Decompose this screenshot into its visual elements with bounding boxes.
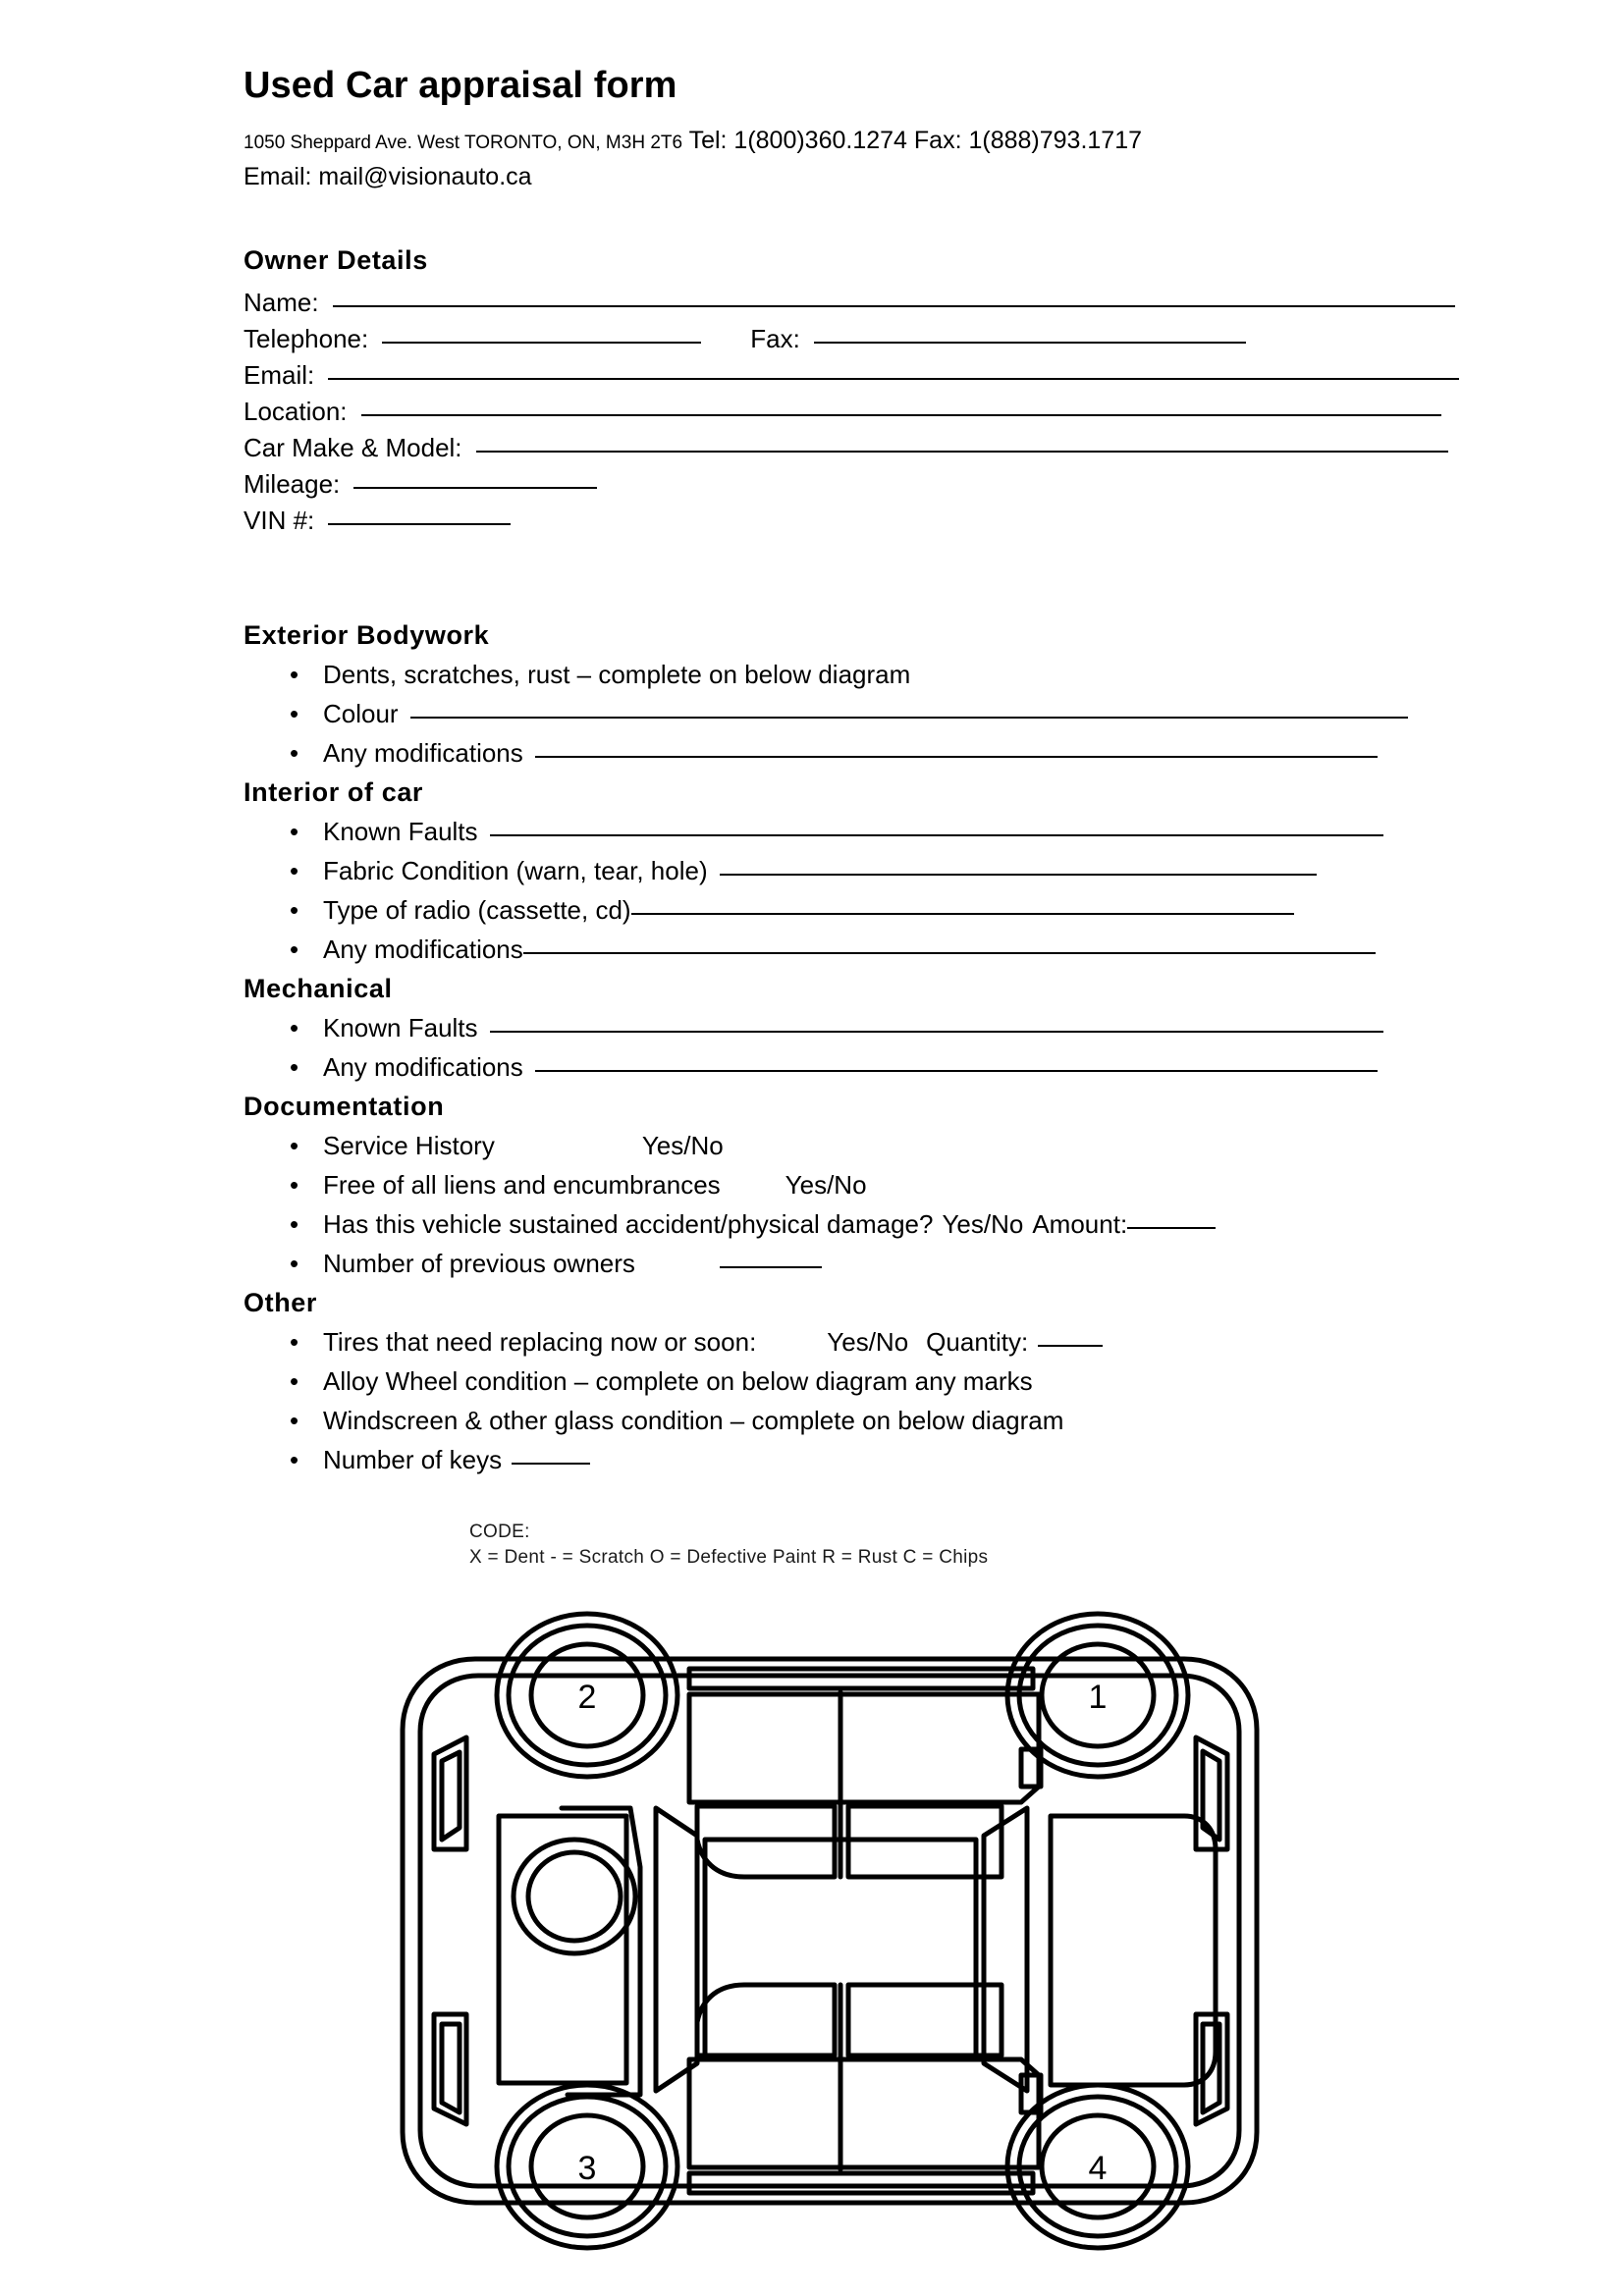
bullet-doc-service-history xyxy=(290,1131,724,1161)
label-fax: Fax: xyxy=(750,324,800,353)
bullet-interior-modifications xyxy=(290,934,1376,965)
bullet-label: Any modifications xyxy=(323,1052,523,1082)
bullet-icon: • xyxy=(290,1406,299,1435)
bullet-interior-radio-type xyxy=(290,895,1294,926)
input-line-exterior-modifications[interactable] xyxy=(535,756,1378,758)
bullet-icon: • xyxy=(290,895,299,925)
company-email: Email: mail@visionauto.ca xyxy=(244,163,532,190)
bullet-icon: • xyxy=(290,817,299,846)
input-line-number-of-keys[interactable] xyxy=(512,1463,590,1465)
bullet-exterior-colour xyxy=(290,699,1408,729)
bullet-label: Type of radio (cassette, cd) xyxy=(323,895,631,925)
label-car-make-model: Car Make & Model: xyxy=(244,433,462,462)
section-heading-mechanical: Mechanical xyxy=(244,974,393,1003)
company-address-line xyxy=(244,126,1142,155)
company-phone-fax: Tel: 1(800)360.1274 Fax: 1(888)793.1717 xyxy=(688,127,1143,154)
section-heading-other: Other xyxy=(244,1288,318,1317)
input-line-interior-modifications[interactable] xyxy=(523,952,1376,954)
car-damage-diagram[interactable] xyxy=(373,1582,1286,2279)
field-row-car-make-model xyxy=(244,433,1448,463)
bullet-label: Service History xyxy=(323,1131,495,1160)
input-line-name[interactable] xyxy=(333,305,1455,307)
bullet-icon: • xyxy=(290,1249,299,1278)
label-email: Email: xyxy=(244,360,315,390)
label-telephone: Telephone: xyxy=(244,324,369,353)
bullet-label: Tires that need replacing now or soon: xyxy=(323,1327,757,1357)
bullet-icon: • xyxy=(290,1131,299,1160)
field-row-mileage xyxy=(244,469,597,500)
section-heading-documentation: Documentation xyxy=(244,1092,445,1121)
bullet-other-alloy-wheel xyxy=(290,1366,1033,1397)
label-vin: VIN #: xyxy=(244,506,315,535)
bullet-icon: • xyxy=(290,1327,299,1357)
input-line-telephone[interactable] xyxy=(382,342,701,344)
wheel-callout-2 xyxy=(497,1614,677,1777)
input-line-mechanical-modifications[interactable] xyxy=(535,1070,1378,1072)
input-line-mileage[interactable] xyxy=(353,487,597,489)
bullet-interior-fabric-condition xyxy=(290,856,1317,886)
field-row-vin xyxy=(244,506,511,536)
bullet-doc-accident-damage xyxy=(290,1209,1216,1240)
yes-no-option[interactable]: Yes/No xyxy=(827,1327,909,1357)
input-line-fax[interactable] xyxy=(814,342,1246,344)
bullet-other-tires xyxy=(290,1327,1103,1358)
field-row-location xyxy=(244,397,1441,427)
field-row-name xyxy=(244,288,1455,318)
input-line-exterior-colour[interactable] xyxy=(410,717,1408,719)
input-line-amount[interactable] xyxy=(1127,1227,1216,1229)
input-line-interior-fabric-condition[interactable] xyxy=(720,874,1317,876)
bullet-label: Number of previous owners xyxy=(323,1249,635,1278)
windshield-front xyxy=(656,1808,697,2091)
label-amount: Amount: xyxy=(1032,1209,1128,1239)
bullet-label: Alloy Wheel condition – complete on below diagram any marks xyxy=(323,1366,1033,1396)
yes-no-option[interactable]: Yes/No xyxy=(641,1131,724,1160)
label-mileage: Mileage: xyxy=(244,469,341,499)
yes-no-option[interactable]: Yes/No xyxy=(942,1209,1024,1239)
input-line-car-make-model[interactable] xyxy=(476,451,1448,453)
bullet-label: Any modifications xyxy=(323,738,523,768)
section-heading-owner-details: Owner Details xyxy=(244,245,428,275)
bullet-label: Number of keys xyxy=(323,1445,503,1474)
section-heading-exterior-bodywork: Exterior Bodywork xyxy=(244,620,490,650)
bullet-interior-known-faults xyxy=(290,817,1383,847)
windshield-rear xyxy=(984,1808,1027,2091)
wheel-number-3: 3 xyxy=(577,2150,597,2187)
front-lamp-upper-left xyxy=(434,1737,466,1849)
passenger-side-panel-bottom xyxy=(689,1985,1041,2193)
bullet-icon: • xyxy=(290,1366,299,1396)
wheel-callout-3 xyxy=(497,2085,677,2248)
front-lamp-lower-left xyxy=(434,2014,466,2124)
bullet-label: Free of all liens and encumbrances xyxy=(323,1170,721,1200)
input-line-interior-radio-type[interactable] xyxy=(631,913,1294,915)
bullet-exterior-dents xyxy=(290,660,910,690)
wheel-number-4: 4 xyxy=(1088,2150,1108,2187)
bullet-label: Windscreen & other glass condition – complete on below diagram xyxy=(323,1406,1064,1435)
bullet-label: Has this vehicle sustained accident/physical damage? xyxy=(323,1209,934,1239)
label-location: Location: xyxy=(244,397,348,426)
input-line-location[interactable] xyxy=(361,414,1441,416)
input-line-previous-owners[interactable] xyxy=(720,1266,822,1268)
bullet-icon: • xyxy=(290,1013,299,1042)
driver-side-panel-top xyxy=(689,1669,1041,1877)
field-row-telephone-fax xyxy=(244,324,1246,354)
bullet-icon: • xyxy=(290,1170,299,1200)
bullet-label: Known Faults xyxy=(323,817,478,846)
page-title: Used Car appraisal form xyxy=(244,65,677,106)
company-address: 1050 Sheppard Ave. West TORONTO, ON, M3H 2T6 xyxy=(244,133,683,153)
bullet-mechanical-known-faults xyxy=(290,1013,1383,1043)
bullet-icon: • xyxy=(290,1445,299,1474)
bullet-label: Colour xyxy=(323,699,399,728)
bullet-label: Any modifications xyxy=(323,934,523,964)
wheel-number-2: 2 xyxy=(577,1679,597,1716)
bullet-icon: • xyxy=(290,1209,299,1239)
bullet-icon: • xyxy=(290,934,299,964)
bullet-label: Dents, scratches, rust – complete on below diagram xyxy=(323,660,911,689)
damage-code-legend xyxy=(469,1520,988,1571)
bullet-label: Known Faults xyxy=(323,1013,478,1042)
bullet-icon: • xyxy=(290,738,299,768)
bullet-other-number-of-keys xyxy=(290,1445,590,1475)
input-line-interior-known-faults[interactable] xyxy=(490,834,1383,836)
input-line-vin[interactable] xyxy=(328,523,511,525)
section-heading-interior-of-car: Interior of car xyxy=(244,777,424,807)
code-legend-key: X = Dent - = Scratch O = Defective Paint R = Rust C = Chips xyxy=(469,1547,989,1569)
hood-circle-marker xyxy=(514,1840,635,1953)
bullet-mechanical-modifications xyxy=(290,1052,1378,1083)
code-legend-title: CODE: xyxy=(469,1522,530,1542)
trunk-panel xyxy=(1051,1816,1216,2085)
bullet-other-windscreen xyxy=(290,1406,1063,1436)
yes-no-option[interactable]: Yes/No xyxy=(785,1170,867,1200)
wheel-number-1: 1 xyxy=(1088,1679,1108,1716)
input-line-mechanical-known-faults[interactable] xyxy=(490,1031,1383,1033)
field-row-email xyxy=(244,360,1459,391)
bullet-icon: • xyxy=(290,1052,299,1082)
bullet-icon: • xyxy=(290,660,299,689)
bullet-icon: • xyxy=(290,856,299,885)
bullet-label: Fabric Condition (warn, tear, hole) xyxy=(323,856,708,885)
bullet-exterior-modifications xyxy=(290,738,1378,769)
bullet-doc-previous-owners xyxy=(290,1249,822,1279)
bullet-doc-liens xyxy=(290,1170,867,1201)
label-quantity: Quantity: xyxy=(926,1327,1029,1357)
input-line-email[interactable] xyxy=(328,378,1459,380)
label-name: Name: xyxy=(244,288,319,317)
bullet-icon: • xyxy=(290,699,299,728)
input-line-quantity[interactable] xyxy=(1038,1345,1103,1347)
